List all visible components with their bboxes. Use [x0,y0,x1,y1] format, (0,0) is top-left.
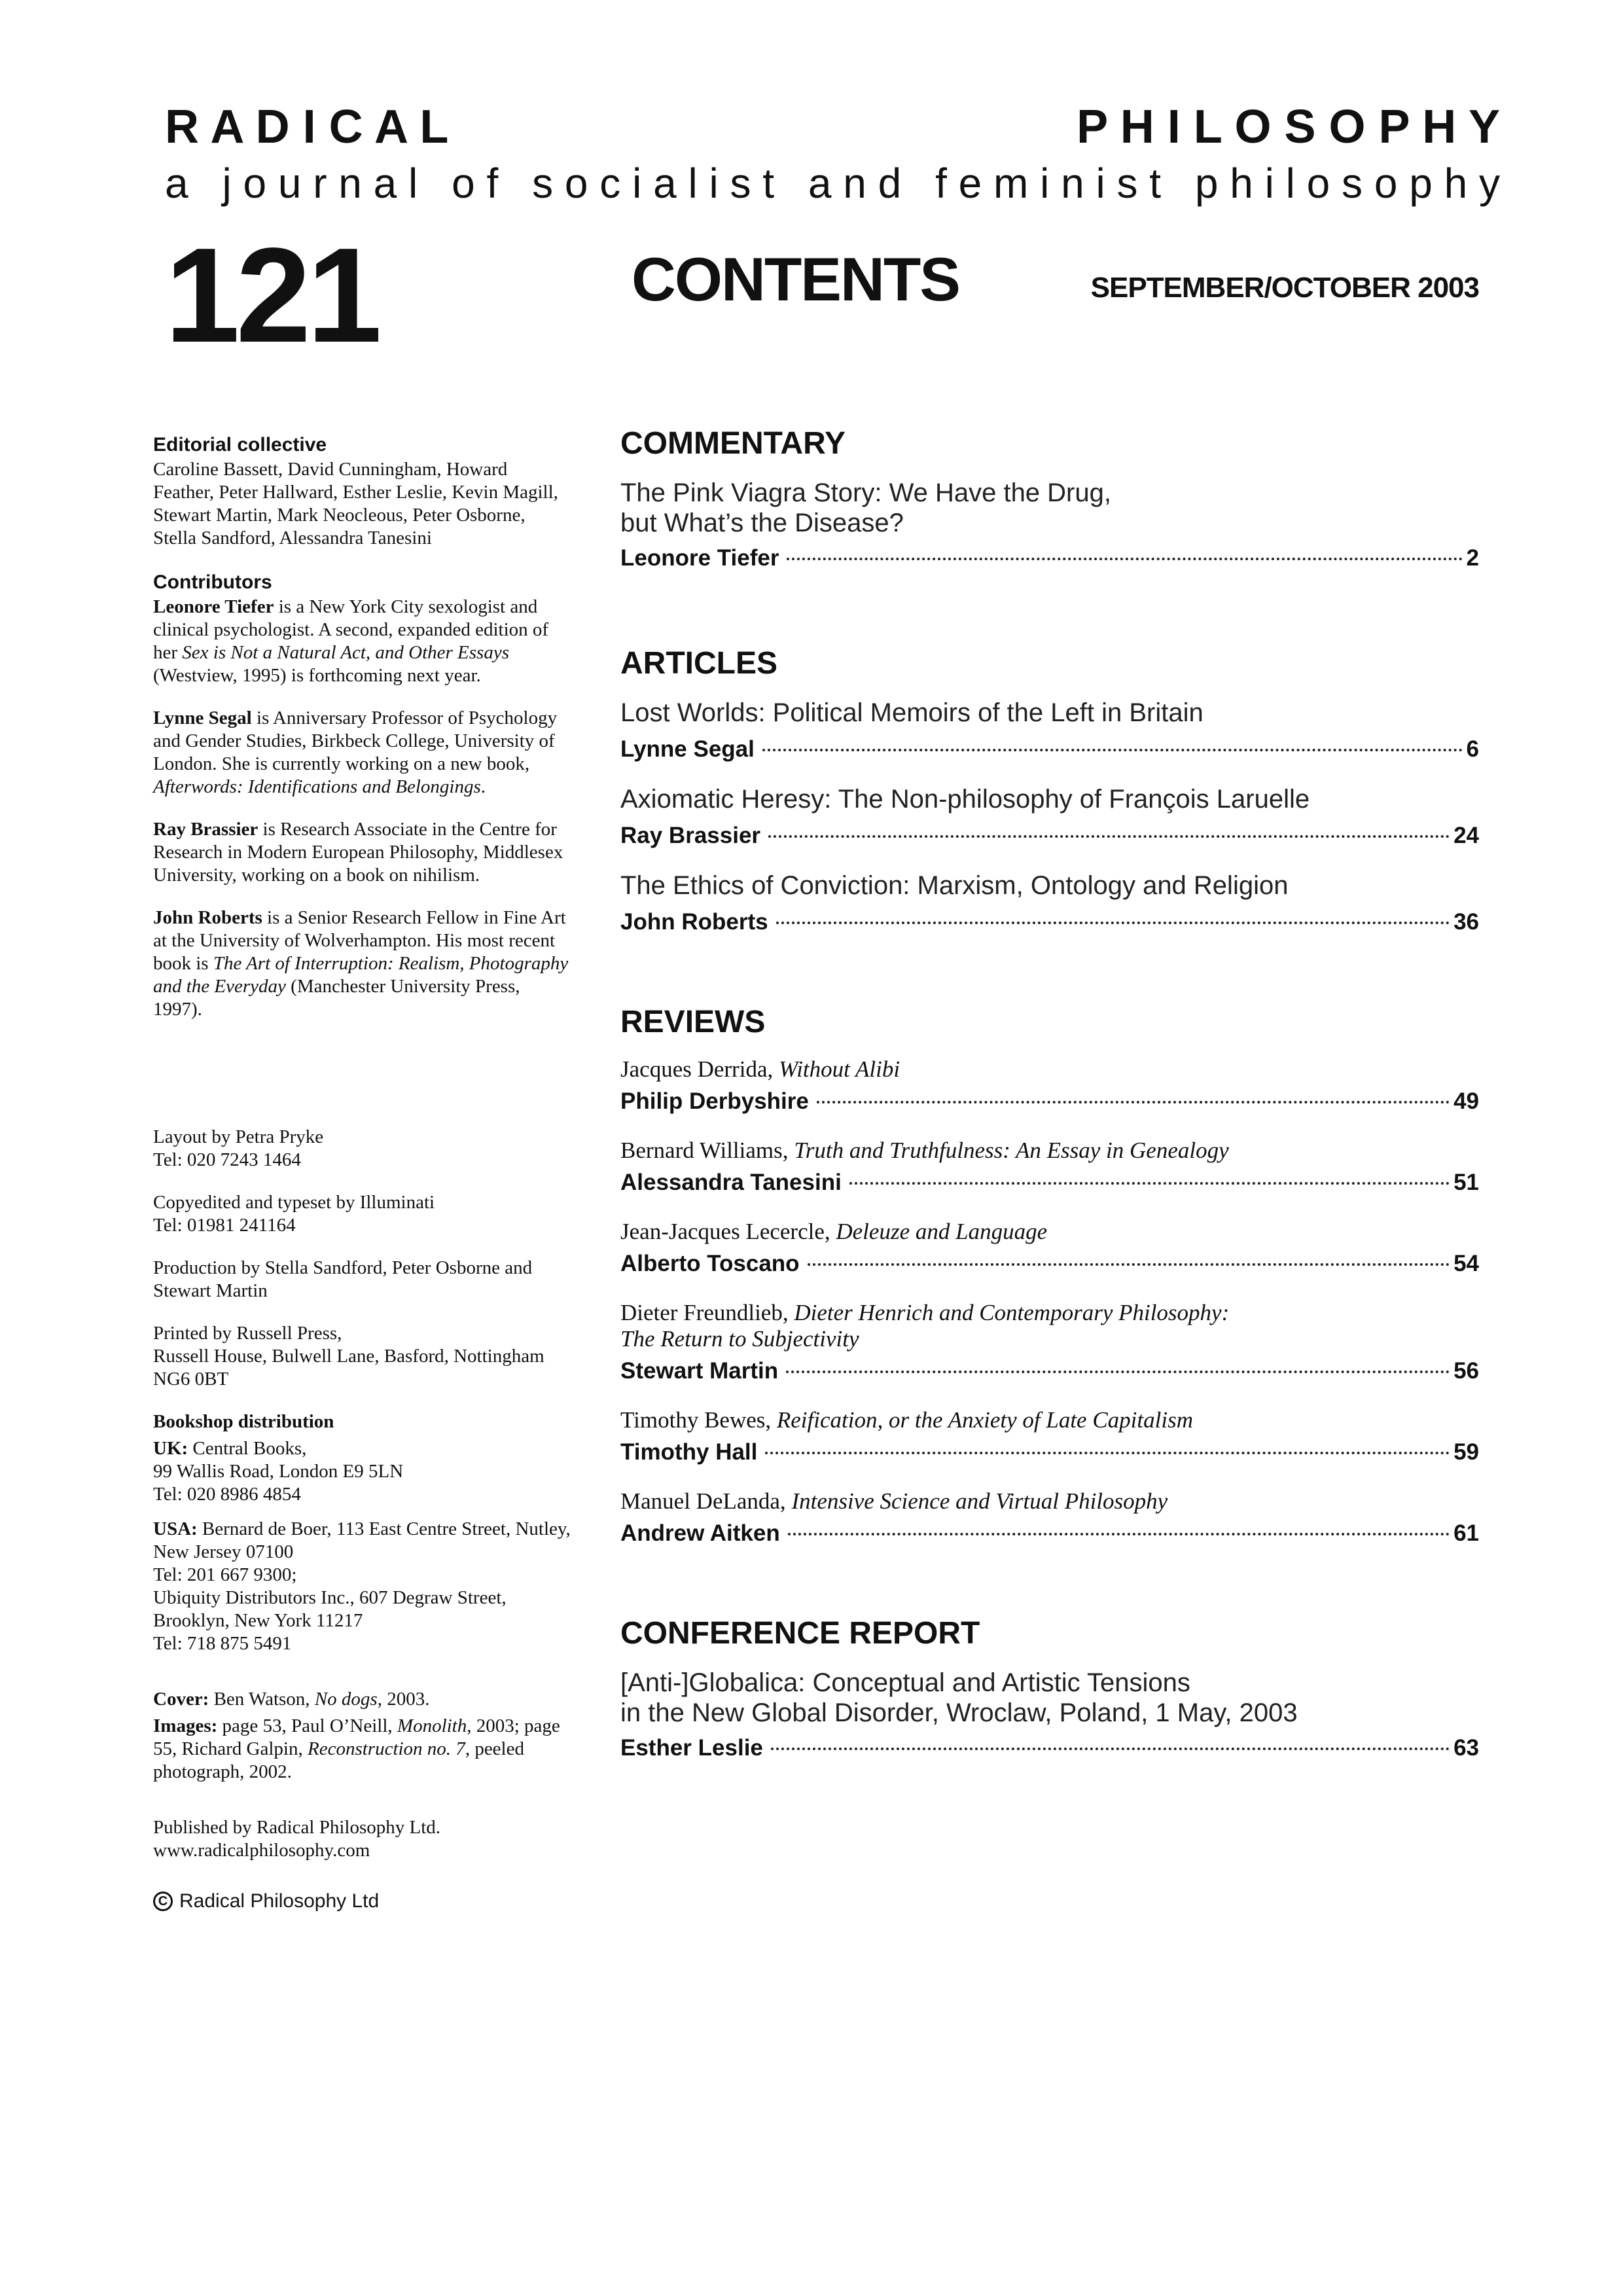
review-entry[interactable] [620,1488,1479,1549]
usa-distributor-2: Ubiquity Distributors Inc., 607 Degraw Street, Brooklyn, New York 11217 [153,1587,507,1631]
review-book [620,1407,1479,1433]
section-articles [620,644,1479,937]
review-book [620,1488,1479,1515]
entry-title: The Ethics of Conviction: Marxism, Ontology and Religion [620,871,1289,900]
entry-page-number: 54 [1454,1251,1479,1276]
entry-title: The Pink Viagra Story: We Have the Drug, [620,478,1111,507]
issue-date: SEPTEMBER/OCTOBER 2003 [1090,272,1479,304]
distribution-usa [153,1518,572,1655]
publisher-text: Published by Radical Philosophy Ltd. [153,1817,441,1838]
dot-leader [788,1533,1450,1535]
entry-page-number: 6 [1466,736,1479,762]
entry-page-number: 49 [1454,1088,1479,1114]
entry-author: Alberto Toscano [620,1251,800,1276]
entry-author: Timothy Hall [620,1439,758,1465]
entry-author-line [620,907,1479,937]
distribution-uk [153,1437,572,1506]
entry-title: but What’s the Disease? [620,509,904,537]
images-label: Images: [153,1715,218,1736]
editorial-collective [153,432,572,550]
entry-page-number: 61 [1454,1520,1479,1546]
contents-entry[interactable] [620,870,1479,937]
copyright-text: Radical Philosophy Ltd [179,1890,380,1912]
entry-author-line [620,1086,1479,1117]
images-text: , peeled photograph, 2002. [153,1738,524,1782]
section-commentary [620,424,1479,573]
book-title: Dieter Henrich and Contemporary Philosophy: [794,1300,1230,1325]
contributor-bio [153,707,572,798]
bookshop-distribution [153,1410,572,1655]
images-credit [153,1715,572,1784]
book-title: Intensive Science and Virtual Philosophy [791,1488,1168,1514]
dot-leader [786,1371,1450,1373]
journal-title-word-1: R A D I C A L [165,101,449,153]
copyright-icon: C [153,1892,173,1911]
subtitle-word: a [165,160,188,207]
images-title: Monolith [397,1715,467,1736]
book-title: Truth and Truthfulness: An Essay in Genealogy [794,1138,1229,1163]
cover-title: No dogs [314,1689,378,1710]
printer-address: Russell House, Bulwell Lane, Basford, Nottingham NG6 0BT [153,1346,544,1390]
cover-credit [153,1688,572,1711]
contents-list [620,424,1479,1763]
dot-leader [771,1748,1450,1750]
dot-leader [808,1263,1450,1266]
review-entry[interactable] [620,1138,1479,1198]
dot-leader [762,749,1463,751]
publisher-info [153,1816,572,1862]
section-heading: ARTICLES [620,646,777,681]
contributor-text: is a Senior Research Fellow in Fine Art at the University of Wolverhampton. His most recent book is [153,907,566,974]
section-reviews [620,1003,1479,1549]
subtitle-word: p h i l o s o p h y [1194,160,1500,207]
printer-text: Printed by Russell Press, [153,1323,342,1344]
contributors-heading: Contributors [153,571,272,593]
subtitle-word: s o c i a l i s t [532,160,775,207]
section-heading: CONFERENCE REPORT [620,1616,980,1651]
usa-tel: Tel: 201 667 9300; [153,1564,297,1585]
contributor-bio [153,818,572,887]
book-title: Deleuze and Language [836,1219,1048,1244]
masthead [165,97,1500,209]
sidebar [153,432,572,1914]
entry-author-line [620,734,1479,764]
uk-tel: Tel: 020 8986 4854 [153,1484,301,1505]
cover-text: , 2003. [377,1689,430,1710]
dot-leader [765,1452,1450,1454]
entry-author: Esther Leslie [620,1735,763,1761]
entry-author-line [620,1168,1479,1198]
book-title: Without Alibi [778,1056,901,1082]
entry-title: [Anti-]Globalica: Conceptual and Artistic Tensions [620,1668,1190,1697]
issue-number: 121 [165,220,378,370]
cover-label: Cover: [153,1689,209,1710]
cover-text: Ben Watson, [209,1689,315,1710]
contributor-bio [153,906,572,1021]
entry-title: in the New Global Disorder, Wroclaw, Poland, 1 May, 2003 [620,1698,1298,1727]
editorial-heading: Editorial collective [153,434,327,456]
review-entry[interactable] [620,1407,1479,1467]
subtitle-word: a n d [808,160,902,207]
contributor-bio [153,596,572,687]
copyedit-text: Copyedited and typeset by Illuminati [153,1192,435,1213]
review-book [620,1219,1479,1245]
entry-author: Ray Brassier [620,823,761,848]
entry-author-line [620,821,1479,851]
book-author: Dieter Freundlieb, [620,1300,794,1325]
entry-page-number: 51 [1454,1170,1479,1195]
contributor-text: . [480,776,486,797]
subtitle-word: o f [452,160,499,207]
entry-page-number: 56 [1454,1358,1479,1384]
contents-entry[interactable] [620,478,1479,573]
layout-tel: Tel: 020 7243 1464 [153,1149,301,1170]
dot-leader [787,558,1462,560]
usa-distributor: Bernard de Boer, 113 East Centre Street, Nutley, New Jersey 07100 [153,1518,571,1562]
dot-leader [776,922,1450,924]
book-author: Jacques Derrida, [620,1056,779,1082]
uk-label: UK: [153,1438,188,1459]
entry-page-number: 24 [1454,823,1479,848]
entry-page-number: 59 [1454,1439,1479,1465]
bookshop-heading: Bookshop distribution [153,1411,334,1432]
review-entry[interactable] [620,1300,1479,1386]
layout-text: Layout by Petra Pryke [153,1126,324,1147]
copyright-line [153,1888,572,1914]
book-author: Bernard Williams, [620,1138,794,1163]
contents-entry[interactable] [620,784,1479,851]
entry-author: Philip Derbyshire [620,1088,809,1114]
dot-leader [849,1182,1450,1185]
entry-page-number: 2 [1466,545,1479,571]
journal-title-word-2: P H I L O S O P H Y [1077,101,1500,153]
book-author: Timothy Bewes, [620,1407,777,1433]
contributor-name: John Roberts [153,907,262,928]
subtitle-word: j o u r n a l [222,160,418,207]
uk-distributor: Central Books, [188,1438,307,1459]
contributor-book: The Art of Interruption: Realism, Photography and the Everyday [153,953,569,997]
book-title-continued: The Return to Subjectivity [620,1326,859,1352]
website-link[interactable]: www.radicalphilosophy.com [153,1840,370,1861]
review-book [620,1138,1479,1164]
entry-author-line [620,1733,1479,1763]
entry-author-line [620,1518,1479,1549]
entry-title: Lost Worlds: Political Memoirs of the Left in Britain [620,698,1204,727]
contributor-name: Ray Brassier [153,819,259,840]
entry-page-number: 63 [1454,1735,1479,1761]
usa-tel-2: Tel: 718 875 5491 [153,1633,292,1654]
dot-leader [817,1101,1450,1103]
review-book [620,1056,1479,1083]
contents-heading: CONTENTS [632,245,959,314]
entry-author: Stewart Martin [620,1358,779,1384]
book-author: Manuel DeLanda, [620,1488,792,1514]
section-heading: COMMENTARY [620,426,846,461]
contributor-text: (Westview, 1995) is forthcoming next year. [153,665,481,686]
contributor-text: is a New York City sexologist and clinical psychologist. A second, expanded edition of her [153,596,549,663]
entry-author: Alessandra Tanesini [620,1170,842,1195]
contents-entry[interactable] [620,1668,1479,1763]
entry-author: Lynne Segal [620,736,755,762]
section-heading: REVIEWS [620,1005,766,1039]
usa-label: USA: [153,1518,198,1539]
book-author: Jean-Jacques Lecercle, [620,1219,836,1244]
entry-author: John Roberts [620,909,768,935]
contents-entry[interactable] [620,698,1479,764]
entry-author-line [620,1356,1479,1386]
contributor-text: (Manchester University Press, 1997). [153,976,520,1020]
uk-address: 99 Wallis Road, London E9 5LN [153,1461,404,1482]
contributor-book: Afterwords: Identifications and Belongings [153,776,481,797]
entry-author: Leonore Tiefer [620,545,779,571]
images-title: Reconstruction no. 7 [307,1738,465,1759]
contributor-name: Lynne Segal [153,708,252,728]
entry-author: Andrew Aitken [620,1520,780,1546]
images-text: page 53, Paul O’Neill, [217,1715,397,1736]
production-text: Production by Stella Sandford, Peter Osborne and Stewart Martin [153,1257,533,1301]
entry-title: Axiomatic Heresy: The Non-philosophy of François Laruelle [620,785,1310,814]
production-credit [153,1257,572,1302]
entry-author-line [620,1249,1479,1279]
editorial-members: Caroline Bassett, David Cunningham, Howard Feather, Peter Hallward, Esther Leslie, Kevin Magill, Stewart Martin, Mark Neocleous, Peter Osborne, Stella Sandford, Alessandra Tanesini [153,459,558,548]
images-text: , 2003; page 55, Richard Galpin, [153,1715,560,1759]
review-entry[interactable] [620,1056,1479,1117]
contributor-text: is Research Associate in the Centre for Research in Modern European Philosophy, Middlesex University, working on a book on nihilism. [153,819,563,886]
section-conference-report [620,1614,1479,1763]
subtitle-word: f e m i n i s t [935,160,1162,207]
dot-leader [768,835,1450,838]
entry-author-line [620,1437,1479,1467]
copyedit-credit [153,1191,572,1237]
book-title: Reification, or the Anxiety of Late Capitalism [776,1407,1193,1433]
journal-subtitle [165,157,1500,209]
copyedit-tel: Tel: 01981 241164 [153,1215,296,1236]
contributor-book: Sex is Not a Natural Act, and Other Essays [182,642,509,663]
entry-author-line [620,543,1479,573]
layout-credit [153,1126,572,1172]
printer-credit [153,1322,572,1391]
review-entry[interactable] [620,1219,1479,1279]
contributor-text: is Anniversary Professor of Psychology and Gender Studies, Birkbeck College, University of London. She is currently working on a new book, [153,708,558,774]
review-book [620,1300,1479,1326]
contributor-name: Leonore Tiefer [153,596,274,617]
entry-page-number: 36 [1454,909,1479,935]
journal-title [165,97,1500,157]
